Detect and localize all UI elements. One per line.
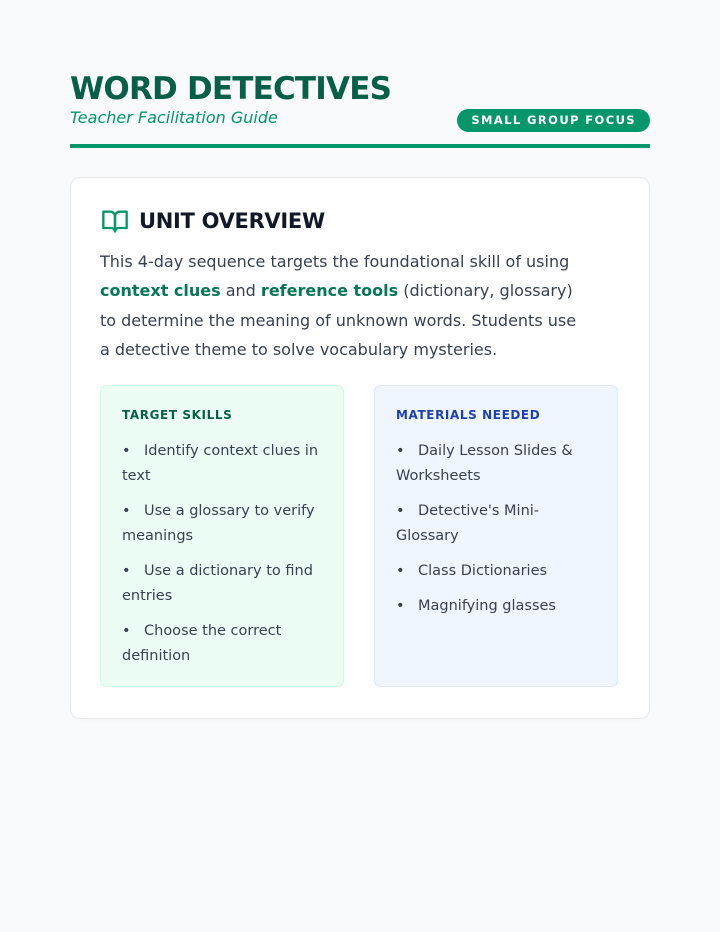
page-title: WORD DETECTIVES [70, 71, 392, 107]
list-item [396, 594, 602, 619]
header-divider [70, 144, 650, 148]
list-item-text: Use a dictionary to find entries [122, 563, 313, 604]
list-item [396, 499, 602, 549]
bullet: • [396, 443, 405, 459]
bullet: • [122, 623, 131, 639]
list-item-text: Daily Lesson Slides & Worksheets [396, 443, 573, 484]
highlight-reference-tools: reference tools [260, 281, 399, 301]
bullet: • [396, 563, 405, 579]
target-skills-list [122, 439, 328, 679]
list-item-text: Identify context clues in text [122, 443, 319, 484]
list-item [122, 439, 328, 489]
group-focus-badge: SMALL GROUP FOCUS [457, 109, 650, 132]
intro-text-3: (dictionary, glossary) to determine the meaning of unknown words. Students use a detective theme to solve vocabulary mysteries. [100, 281, 577, 359]
page [70, 0, 650, 664]
intro-text-2: and [220, 281, 261, 301]
list-item-text: Class Dictionaries [418, 563, 548, 579]
card-title: UNIT OVERVIEW [139, 209, 325, 233]
materials-box [374, 385, 618, 687]
list-item-text: Choose the correct definition [122, 623, 282, 664]
list-item [122, 499, 328, 549]
list-item [396, 559, 602, 584]
unit-overview-card [70, 177, 650, 719]
list-item [396, 439, 602, 489]
list-item [122, 559, 328, 609]
header [70, 0, 650, 148]
highlight-context-clues: context clues [100, 281, 221, 301]
overview-paragraph [100, 247, 580, 364]
intro-text-1: This 4-day sequence targets the foundational skill of using [100, 252, 570, 271]
target-skills-box [100, 385, 344, 687]
bullet: • [396, 503, 405, 519]
list-item-text: Detective's Mini-Glossary [396, 503, 540, 544]
target-skills-title: TARGET SKILLS [122, 408, 233, 422]
bullet: • [396, 598, 405, 614]
materials-list [396, 439, 602, 629]
materials-title: MATERIALS NEEDED [396, 408, 541, 422]
bullet: • [122, 503, 131, 519]
list-item-text: Use a glossary to verify meanings [122, 503, 315, 544]
open-book-icon [101, 207, 129, 235]
bullet: • [122, 443, 131, 459]
page-subtitle: Teacher Facilitation Guide [70, 108, 278, 127]
bullet: • [122, 563, 131, 579]
list-item [122, 619, 328, 669]
list-item-text: Magnifying glasses [418, 598, 556, 614]
card-header [101, 207, 325, 235]
